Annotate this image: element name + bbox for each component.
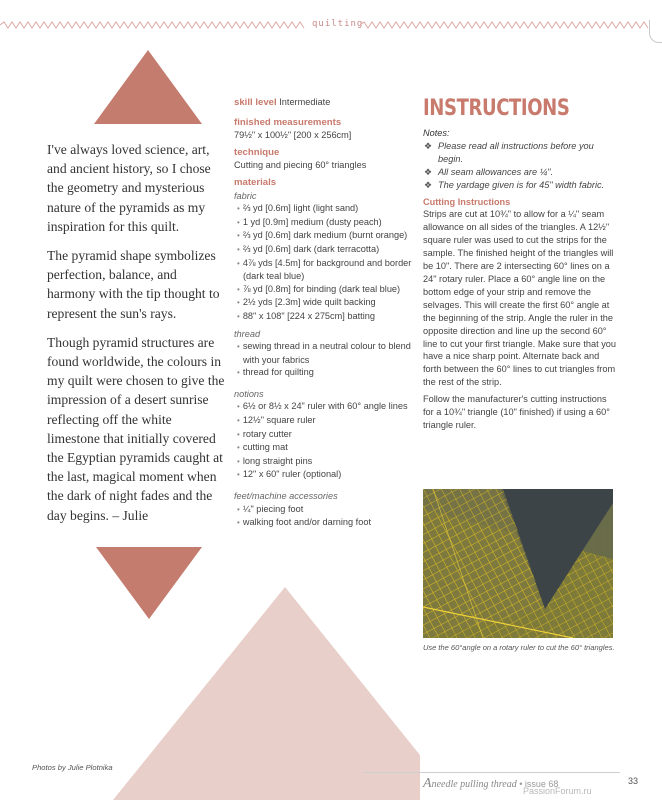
notions-list (234, 400, 416, 482)
section-label: quilting (312, 19, 364, 29)
watermark: PassionForum.ru (523, 786, 592, 796)
large-peach-triangle (113, 587, 420, 800)
top-triangle (94, 50, 202, 124)
notions-label: notions (234, 388, 264, 399)
intro-paragraph: I've always loved science, art, and ancient history, so I chose the geometry and mysterious nature of the pyramids as my inspiration for this quilt. (47, 142, 211, 234)
magazine-name: Aneedle pulling thread (423, 776, 517, 791)
finished-value: 79½" x 100½" [200 x 256cm] (234, 130, 352, 141)
feet-label: feet/machine accessories (234, 491, 338, 502)
page-number: 33 (628, 776, 639, 786)
skill-level: skill level Intermediate (234, 97, 331, 108)
list-item: • long straight pins (234, 455, 416, 469)
list-item: • 12" x 60" ruler (optional) (234, 468, 416, 482)
photo-caption: Use the 60°angle on a rotary ruler to cut the 60° triangles. (423, 643, 615, 652)
list-item: • 88" x 108" [224 x 275cm] batting (234, 310, 416, 324)
notes-heading: Notes: (423, 128, 450, 138)
list-item: • ⅔ yd [0.6m] light (light sand) (234, 202, 416, 216)
cutting-paragraph: Follow the manufacturer's cutting instructions for a 10¾" triangle (10" finished) if using a 60° triangle ruler. (423, 394, 610, 430)
list-item: • sewing thread in a neutral colour to blend with your fabrics (234, 340, 416, 366)
cutting-paragraph: Strips are cut at 10¾" to allow for a ¼" seam allowance on all sides of the triangles. A 12½" square ruler was used to cut the strips for the sample. The finished height of the triangles will be 10". There are 2 intersecting 60° lines on a 24" rotary ruler. Place a 60° angle line on the bottom edge of your strip and remove the selvages. This will create the first 60° angle at the beginning of the strip. Angle the ruler in the opposite direction and line up the second 60° line to cut your first triangle. Make sure that you have a nice sharp point. Alternate back and forth between the 60° lines to cut triangles from the rest of the strip. (423, 209, 617, 388)
list-item: • ⅔ yd [0.6m] dark (dark terracotta) (234, 243, 416, 257)
list-item: • 6½ or 8½ x 24" ruler with 60° angle lines (234, 400, 416, 414)
issue-number: • issue 68 (519, 779, 559, 789)
list-item: • 12½" square ruler (234, 414, 416, 428)
thread-list (234, 340, 416, 380)
note-item: ❖ Please read all instructions before you begin. (424, 140, 594, 164)
notes-list (423, 140, 619, 192)
header-corner (649, 20, 662, 43)
fabric-label: fabric (234, 190, 257, 201)
inverted-triangle (96, 547, 202, 619)
intro-paragraph: Though pyramid structures are found worldwide, the colours in my quilt were chosen to give the impression of a desert sunrise reflecting off the white limestone that initially covered the Egyptian pyramids caught at the last, magical moment when the dark of night fades and the day begins. – Julie (47, 334, 225, 523)
intro-text (47, 140, 225, 535)
list-item: • thread for quilting (234, 366, 416, 380)
note-item: ❖ All seam allowances are ¼". (424, 166, 554, 177)
instructions-title: INSTRUCTIONS (423, 96, 570, 121)
diamond-bullet-icon: ❖ (424, 140, 433, 151)
list-item: • 2½ yds [2.3m] wide quilt backing (234, 296, 416, 310)
feet-list (234, 503, 416, 530)
ruler-photo-image (423, 489, 613, 638)
list-item: • ⅔ yd [0.6m] dark medium (burnt orange) (234, 229, 416, 243)
list-item: • walking foot and/or darning foot (234, 516, 416, 530)
ruler-photo (423, 489, 613, 638)
technique-value: Cutting and piecing 60° triangles (234, 160, 367, 171)
intro-paragraph: The pyramid shape symbolizes perfection, balance, and harmony with the tip thought to represent the sun's rays. (47, 248, 220, 321)
cutting-heading: Cutting Instructions (423, 196, 511, 207)
list-item: • 1 yd [0.9m] medium (dusty peach) (234, 216, 416, 230)
fabric-list (234, 202, 416, 323)
list-item: • ¼" piecing foot (234, 503, 416, 517)
diamond-bullet-icon: ❖ (424, 166, 433, 177)
diamond-bullet-icon: ❖ (424, 179, 433, 190)
technique-label: technique (234, 146, 280, 158)
finished-label: finished measurements (234, 116, 342, 128)
thread-label: thread (234, 328, 261, 339)
list-item: • ⅞ yd [0.8m] for binding (dark teal blue) (234, 283, 416, 297)
note-item: ❖ The yardage given is for 45" width fabric. (424, 179, 605, 190)
list-item: • rotary cutter (234, 428, 416, 442)
photo-credit: Photos by Julie Plotnika (32, 763, 113, 772)
pattern-specs (234, 96, 416, 534)
materials-label: materials (234, 176, 277, 188)
instructions-column (423, 96, 619, 436)
footer-rule (362, 772, 620, 773)
list-item: • 4⅞ yds [4.5m] for background and border (dark teal blue) (234, 257, 416, 283)
list-item: • cutting mat (234, 441, 416, 455)
